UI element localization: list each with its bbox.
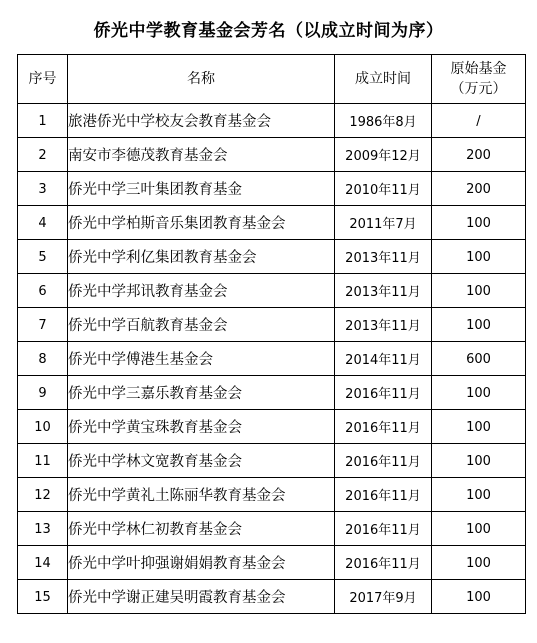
cell-amount: [432, 172, 526, 206]
cell-date: [335, 580, 432, 614]
cell-date: [335, 240, 432, 274]
table-row: [18, 512, 526, 546]
table-row: [18, 376, 526, 410]
cell-no-text: 4: [38, 215, 47, 231]
table-row: [18, 104, 526, 138]
cell-no: [18, 376, 68, 410]
cell-date: [335, 546, 432, 580]
cell-no-text: 3: [38, 181, 47, 197]
cell-amount-text: 600: [466, 351, 491, 367]
cell-no-text: 1: [38, 113, 47, 129]
cell-amount: [432, 274, 526, 308]
cell-date: [335, 138, 432, 172]
table-row: [18, 240, 526, 274]
cell-amount-text: 100: [466, 453, 491, 469]
cell-date: [335, 410, 432, 444]
table-row: [18, 274, 526, 308]
table-row: [18, 580, 526, 614]
cell-no: [18, 104, 68, 138]
cell-date-text: 2013年11月: [345, 285, 421, 300]
cell-date: [335, 444, 432, 478]
header-amount: [432, 55, 526, 104]
cell-amount-text: 100: [466, 385, 491, 401]
cell-amount-text: 100: [466, 419, 491, 435]
cell-amount: [432, 546, 526, 580]
cell-no: [18, 546, 68, 580]
cell-amount-text: 200: [466, 181, 491, 197]
cell-name: [68, 172, 335, 206]
cell-no-text: 10: [34, 419, 51, 435]
cell-name: [68, 444, 335, 478]
cell-amount-text: 100: [466, 283, 491, 299]
cell-name-text: 南安市李德茂教育基金会: [68, 148, 228, 164]
cell-name: [68, 580, 335, 614]
cell-no: [18, 444, 68, 478]
cell-name: [68, 478, 335, 512]
cell-amount: [432, 512, 526, 546]
cell-date-text: 2016年11月: [345, 489, 421, 504]
cell-date-text: 2011年7月: [349, 217, 417, 232]
cell-date-text: 2017年9月: [349, 591, 417, 606]
cell-date: [335, 342, 432, 376]
cell-no: [18, 172, 68, 206]
cell-name: [68, 240, 335, 274]
cell-name-text: 侨光中学三叶集团教育基金: [68, 182, 242, 198]
cell-no: [18, 240, 68, 274]
cell-no-text: 2: [38, 147, 47, 163]
cell-name-text: 侨光中学叶抑强谢娟娟教育基金会: [68, 556, 286, 572]
cell-amount: [432, 478, 526, 512]
cell-date: [335, 512, 432, 546]
cell-name: [68, 308, 335, 342]
cell-name-text: 侨光中学黄礼土陈丽华教育基金会: [68, 488, 286, 504]
cell-date-text: 2013年11月: [345, 251, 421, 266]
cell-name: [68, 410, 335, 444]
cell-name-text: 侨光中学三嘉乐教育基金会: [68, 386, 242, 402]
cell-date-text: 2009年12月: [345, 149, 421, 164]
table-row: [18, 410, 526, 444]
cell-no-text: 12: [34, 487, 51, 503]
cell-name-text: 侨光中学邦讯教育基金会: [68, 284, 228, 300]
cell-name: [68, 376, 335, 410]
cell-no: [18, 580, 68, 614]
cell-amount-text: 100: [466, 555, 491, 571]
cell-name: [68, 104, 335, 138]
foundation-table: [17, 54, 526, 614]
cell-name-text: 侨光中学利亿集团教育基金会: [68, 250, 257, 266]
cell-name: [68, 512, 335, 546]
cell-name-text: 侨光中学谢正建吴明霞教育基金会: [68, 590, 286, 606]
cell-no-text: 11: [34, 453, 51, 469]
header-name: 名称: [68, 55, 335, 104]
cell-date-text: 2014年11月: [345, 353, 421, 368]
cell-date-text: 2016年11月: [345, 455, 421, 470]
cell-date: [335, 206, 432, 240]
cell-amount-text: /: [476, 113, 481, 129]
cell-name-text: 侨光中学百航教育基金会: [68, 318, 228, 334]
cell-amount-text: 100: [466, 589, 491, 605]
cell-name-text: 侨光中学傅港生基金会: [68, 352, 213, 368]
cell-no: [18, 138, 68, 172]
table-row: [18, 444, 526, 478]
table-row: [18, 342, 526, 376]
cell-amount: [432, 104, 526, 138]
cell-date-text: 2016年11月: [345, 523, 421, 538]
cell-amount-text: 100: [466, 521, 491, 537]
cell-amount-text: 100: [466, 487, 491, 503]
cell-name-text: 侨光中学柏斯音乐集团教育基金会: [68, 216, 286, 232]
cell-date-text: 2010年11月: [345, 183, 421, 198]
cell-name-text: 侨光中学黄宝珠教育基金会: [68, 420, 242, 436]
table-row: [18, 546, 526, 580]
cell-amount: [432, 410, 526, 444]
cell-no-text: 5: [38, 249, 47, 265]
header-amount-line1: 原始基金: [450, 61, 507, 77]
cell-name-text: 旅港侨光中学校友会教育基金会: [68, 114, 271, 130]
table-row: [18, 206, 526, 240]
cell-amount: [432, 376, 526, 410]
cell-amount-text: 100: [466, 215, 491, 231]
cell-name: [68, 206, 335, 240]
table-header-row: [18, 55, 526, 104]
header-date: 成立时间: [335, 55, 432, 104]
cell-no: [18, 478, 68, 512]
cell-name: [68, 342, 335, 376]
cell-date: [335, 376, 432, 410]
cell-no: [18, 512, 68, 546]
cell-amount: [432, 240, 526, 274]
cell-no: [18, 410, 68, 444]
cell-amount: [432, 138, 526, 172]
cell-no-text: 13: [34, 521, 51, 537]
cell-amount: [432, 580, 526, 614]
cell-date: [335, 172, 432, 206]
cell-date-text: 2013年11月: [345, 319, 421, 334]
cell-amount: [432, 308, 526, 342]
cell-no: [18, 342, 68, 376]
cell-date: [335, 478, 432, 512]
cell-date-text: 2016年11月: [345, 387, 421, 402]
cell-no-text: 6: [38, 283, 47, 299]
cell-no: [18, 308, 68, 342]
table-row: [18, 308, 526, 342]
table-body: [18, 104, 526, 614]
cell-name: [68, 274, 335, 308]
table-row: [18, 478, 526, 512]
cell-date: [335, 308, 432, 342]
cell-date: [335, 274, 432, 308]
cell-amount: [432, 444, 526, 478]
header-no: 序号: [18, 55, 68, 104]
cell-date-text: 2016年11月: [345, 557, 421, 572]
cell-no-text: 14: [34, 555, 51, 571]
document-title: 侨光中学教育基金会芳名（以成立时间为序）: [93, 21, 444, 41]
cell-no: [18, 206, 68, 240]
cell-name: [68, 138, 335, 172]
cell-amount: [432, 206, 526, 240]
cell-amount-text: 200: [466, 147, 491, 163]
cell-amount: [432, 342, 526, 376]
cell-date-text: 1986年8月: [349, 115, 417, 130]
cell-amount-text: 100: [466, 249, 491, 265]
cell-no-text: 7: [38, 317, 47, 333]
cell-name-text: 侨光中学林仁初教育基金会: [68, 522, 242, 538]
cell-date-text: 2016年11月: [345, 421, 421, 436]
cell-no-text: 15: [34, 589, 51, 605]
header-amount-line2: （万元）: [450, 81, 507, 97]
cell-name-text: 侨光中学林文宽教育基金会: [68, 454, 242, 470]
cell-no-text: 8: [38, 351, 47, 367]
cell-amount-text: 100: [466, 317, 491, 333]
cell-date: [335, 104, 432, 138]
cell-no-text: 9: [38, 385, 47, 401]
cell-no: [18, 274, 68, 308]
table-row: [18, 172, 526, 206]
table-row: [18, 138, 526, 172]
cell-name: [68, 546, 335, 580]
